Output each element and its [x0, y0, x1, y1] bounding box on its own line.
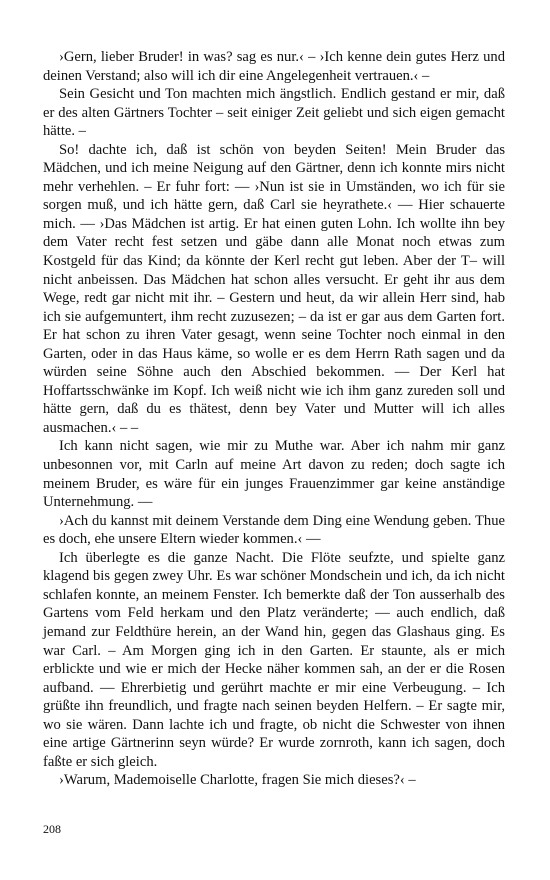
paragraph: So! dachte ich, daß ist schön von beyden Seiten! Mein Bruder das Mädchen, und ich meine Neigung auf den Gärtner, denn ich konnte mirs nicht mehr verhehlen. – Er fuhr fort: –– ›Nun ist sie in Umständen, wo ich für sie sorgen muß, und ich hätte gern, daß Carl sie heyrathete.‹ –– Hier schauerte mich. –– ›Das Mädchen ist artig. Er hat einen guten Lohn. Ich wollte ihn bey dem Vater recht fest setzen und gäbe dann alle Monat noch etwas zum Kostgeld für das Kind; da könnte der Kerl recht gut leben. Aber der T– will nicht anbeissen. Das Mädchen hat schon alles versucht. Er geht ihr aus dem Wege, redt gar nicht mit ihr. – Gestern und heut, da wir allein Herr sind, hab ich sie aufgemuntert, ihm recht zuzusezen; – da ist er gar aus dem Garten fort. Er hat schon zu ihren Vater gesagt, wenn seine Tochter noch einmal in den Garten, oder in das Haus käme, so wolle er es dem Herrn Rath sagen und da würden seine Söhne auch den Abschied bekommen. –– Der Kerl hat Hoffartsschwänke im Kopf. Ich weiß nicht wie ich ihm ganz zureden soll und hätte gern, daß du es thätest, denn bey Vater und Mutter will ich alles ausmachen.‹ – – [43, 141, 505, 436]
paragraph: ›Warum, Mademoiselle Charlotte, fragen Sie mich dieses?‹ – [59, 772, 416, 789]
paragraph: Ich kann nicht sagen, wie mir zu Muthe war. Aber ich nahm mir ganz unbesonnen vor, mit Carln auf meine Art davon zu reden; doch sagte ich meinem Bruder, es wäre für ein junges Frauenzimmer gar keine anständige Unternehmung. –– [43, 438, 505, 511]
body-text [43, 48, 505, 790]
paragraph: Ich überlegte es die ganze Nacht. Die Flöte seufzte, und spielte ganz klagend bis gegen zwey Uhr. Es war schöner Mondschein und ich, da ich nicht schlafen konnte, an meinem Fenster. Ich bemerkte daß der Ton ausserhalb des Gartens vom Feld herkam und den Platz veränderte; –– auch endlich, daß jemand zur Feldthüre herein, an der Wand hin, gegen das Glashaus ging. Es war Carl. – Am Morgen ging ich in den Garten. Er staunte, als er mich erblickte und wie er mich der Hecke näher kommen sah, an der er die Rosen aufband. –– Ehrerbietig und gerührt machte er mir eine Verbeugung. – Ich grüßte ihn freundlich, und fragte nach seinen beyden Helfern. – Er sagte mir, wo sie wären. Dann lachte ich und fragte, ob nicht die Schwester von ihnen eine artige Gärtnerinn seyn würde? Er wurde zornroth, kann ich sagen, doch faßte er sich gleich. [43, 549, 505, 770]
page-number: 208 [43, 822, 61, 836]
paragraph: Sein Gesicht und Ton machten mich ängstlich. Endlich gestand er mir, daß er des alten Gärtners Tochter – seit einiger Zeit geliebt und sich eigen gemacht hätte. – [43, 86, 505, 140]
paragraph: ›Ach du kannst mit deinem Verstande dem Ding eine Wendung geben. Thue es doch, ehe unsere Eltern wieder kommen.‹ –– [43, 512, 505, 548]
paragraph: ›Gern, lieber Bruder! in was? sag es nur.‹ – ›Ich kenne dein gutes Herz und deinen Verstand; also will ich dir eine Angelegenheit vertrauen.‹ – [43, 49, 505, 84]
